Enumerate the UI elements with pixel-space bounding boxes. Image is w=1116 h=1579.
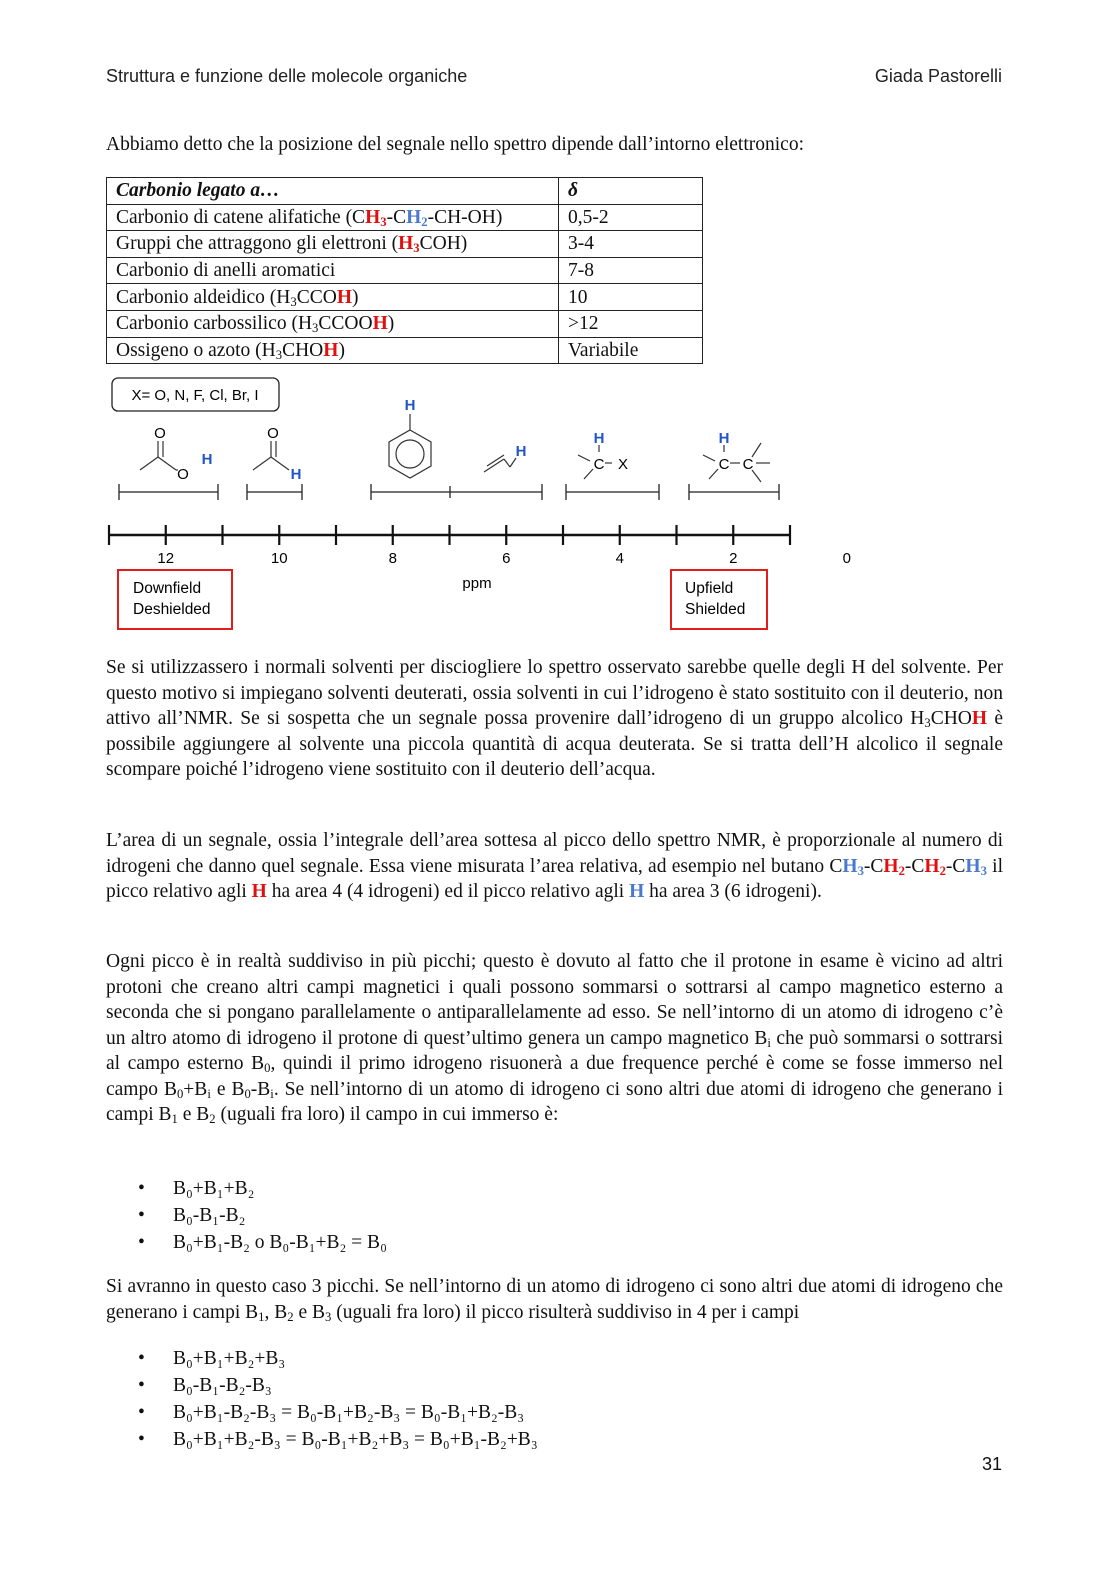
field-list-two-protons (138, 1175, 387, 1256)
axis-tick-label: 10 (270, 550, 288, 567)
table-cell: Gruppi che attraggono gli elettroni $(H_3COH)$ (107, 231, 559, 258)
table-cell: Ossigeno o azoto $(H_3CHOH)$ (107, 337, 559, 364)
table-row (107, 284, 703, 311)
header-title: Struttura e funzione delle molecole organiche (106, 66, 468, 86)
table-cell: 7-8 (559, 257, 703, 284)
table-row (107, 204, 703, 231)
range-bracket-acid (119, 484, 218, 500)
list-item: • B₀+B₁+B₂-B₃ = B₀-B₁+B₂+B₃ = B₀+B₁-B₂+B₃ (138, 1426, 538, 1453)
table-cell: 3-4 (559, 231, 703, 258)
list-item: • B₀+B₁+B₂+B₃ (138, 1345, 538, 1372)
axis-tick-label: 4 (615, 550, 624, 567)
atom-x-cx: X (617, 456, 629, 473)
list-item: • B₀-B₁-B₂ (138, 1202, 387, 1229)
list-item: • B₀+B₁-B₂ o B₀-B₁+B₂ = B₀ (138, 1229, 387, 1256)
atom-o-aldehyde: O (267, 425, 279, 442)
paragraph-integral: L’area di un segnale, ossia l’integrale dell’area sottesa al picco dello spettro NMR, è proporzionale al numero di idrogeni che danno quel segnale. Essa viene misurata l’area relativa, ad esempio nel butano $CH_3-CH_2-CH_2-CH_3$ il picco relativo agli H ha area 4 (4 idrogeni) ed il picco relativo agli H ha area 3 (6 idrogeni). (106, 830, 1004, 902)
downfield-label: Downfield (133, 580, 202, 597)
axis-tick-labels (157, 550, 851, 567)
atom-h-aldehyde: H (290, 466, 302, 483)
deshielded-label: Deshielded (133, 601, 211, 618)
table-row (107, 257, 703, 284)
chemical-shift-table (106, 177, 703, 364)
table-cell: 0,5-2 (559, 204, 703, 231)
list-item: • B₀-B₁-B₂-B₃ (138, 1372, 538, 1399)
atom-o-acid: O (154, 425, 166, 442)
table-cell: Carbonio di catene alifatiche $(CH_3-CH_2-CH-OH)$ (107, 204, 559, 231)
table-cell: Variabile (559, 337, 703, 364)
atom-h-cx: H (593, 430, 605, 447)
table-row (107, 231, 703, 258)
range-bracket-cx (566, 484, 659, 500)
atom-c-alkyl-1: C (718, 456, 730, 473)
header-author: Giada Pastorelli (874, 66, 1002, 86)
table-header-cell: δ (559, 178, 703, 205)
page-number: 31 (981, 1454, 1002, 1474)
upfield-box (671, 570, 767, 629)
ppm-axis-label: ppm (462, 575, 492, 592)
table-cell: Carbonio carbossilico $(H_3CCOOH)$ (107, 310, 559, 337)
table-header-cell: Carbonio legato a… (107, 178, 559, 205)
axis-tick-label: 8 (388, 550, 397, 567)
list-item: • B₀+B₁-B₂-B₃ = B₀-B₁+B₂-B₃ = B₀-B₁+B₂-B₃ (138, 1399, 538, 1426)
atom-h-alkyl: H (718, 430, 730, 447)
table-row (107, 310, 703, 337)
table-cell: >12 (559, 310, 703, 337)
atom-c-cx: C (593, 456, 605, 473)
table-row (107, 337, 703, 364)
table-cell: Carbonio di anelli aromatici (107, 257, 559, 284)
paragraph-solvents: Se si utilizzassero i normali solventi per disciogliere lo spettro osservato sarebbe quelle degli H del solvente. Per questo motivo si impiegano solventi deuterati, ossia solventi in cui l’idrogeno è stato sostituito con il deuterio, non attivo all’NMR. Se si sospetta che un segnale possa provenire dall’idrogeno di un gruppo alcolico $H_3CHOH$ è possibile aggiungere al solvente una piccola quantità di acqua deuterata. Se si tratta dell’H alcolico il segnale scompare poiché l’idrogeno viene sostituito con il deuterio dell’acqua. (106, 657, 1004, 780)
paragraph-splitting: Ogni picco è in realtà suddiviso in più picchi; questo è dovuto al fatto che il protone in esame è vicino ad altri protoni che creano altri campi magnetici i quali possono sommarsi o sottrarsi al campo magnetico esterno a seconda che si pongano parallelamente o antiparallelamente ad esso. Se nell’intorno di un atomo di idrogeno c’è un altro atomo di idrogeno il protone di quest’ultimo genera un campo magnetico $B_i$ che può sommarsi o sottrarsi al campo esterno $B_0$, quindi il primo idrogeno risuonerà a due frequence perché è come se fosse immerso nel campo $B_0+B_i$ e $B_0-B_i$. Se nell’intorno di un atomo di idrogeno ci sono altri due atomi di idrogeno che generano i campi $B_1$ e $B_2$ (uguali fra loro) il campo in cui immerso è: (106, 951, 1004, 1127)
table-header-row (107, 178, 703, 205)
axis-tick-label: 6 (502, 550, 511, 567)
x-elements-label: X= O, N, F, Cl, Br, I (131, 387, 259, 404)
range-bracket-aldehyde (247, 484, 302, 500)
atom-h-aromatic: H (404, 397, 416, 414)
downfield-box (118, 570, 232, 629)
table-cell: 10 (559, 284, 703, 311)
atom-c-alkyl-2: C (742, 456, 754, 473)
axis-tick-label: 12 (157, 550, 175, 567)
axis-tick-label: 2 (729, 550, 738, 567)
paragraph-three-peaks: Si avranno in questo caso 3 picchi. Se nell’intorno di un atomo di idrogeno ci sono altri due atomi di idrogeno che generano i campi $B_1$, $B_2$ e $B_3$ (uguali fra loro) il picco risulterà suddiviso in 4 per i campi (106, 1276, 1003, 1324)
range-bracket-aromatic-alkene (371, 484, 542, 500)
field-list-three-protons (138, 1345, 538, 1453)
nmr-shift-diagram (100, 372, 851, 637)
atom-h-vinyl: H (515, 443, 527, 460)
shielded-label: Shielded (685, 601, 746, 618)
atom-h-acid: H (201, 451, 213, 468)
range-bracket-alkyl (689, 484, 779, 500)
list-item: • B₀+B₁+B₂ (138, 1175, 387, 1202)
atom-o-acid-hydroxyl: O (177, 466, 189, 483)
intro-paragraph: Abbiamo detto che la posizione del segnale nello spettro dipende dall’intorno elettronico: (106, 134, 805, 155)
table-cell: Carbonio aldeidico $(H_3CCOH)$ (107, 284, 559, 311)
upfield-label: Upfield (685, 580, 734, 597)
axis-tick-label: 0 (842, 550, 851, 567)
